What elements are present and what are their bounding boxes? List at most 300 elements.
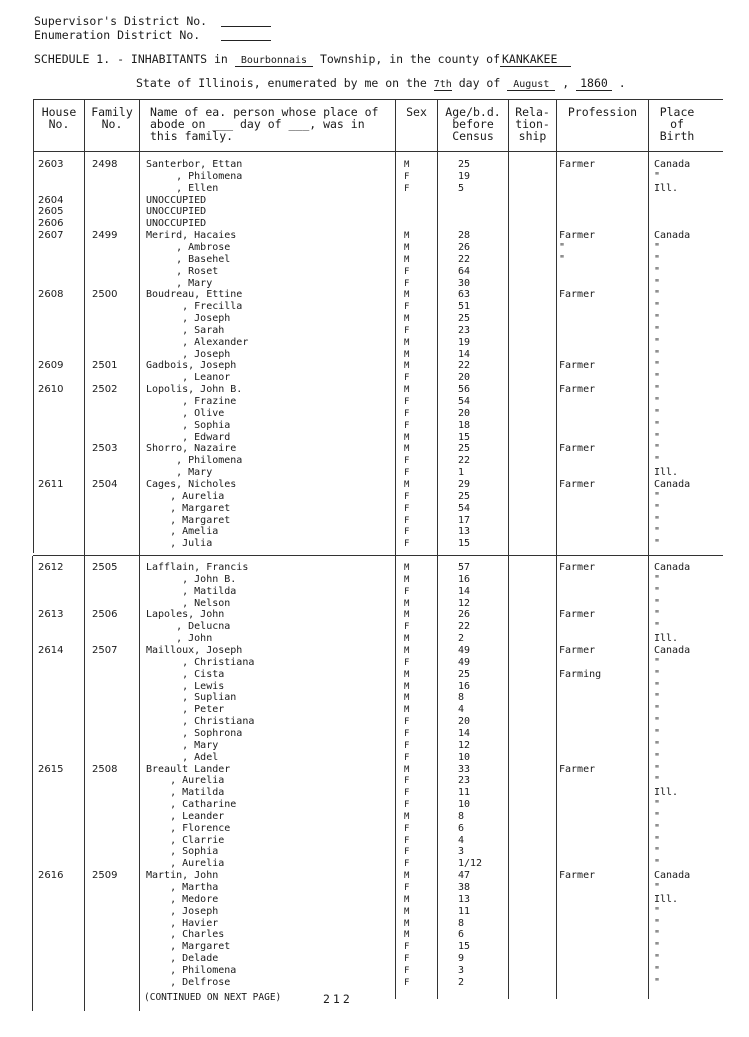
- person-name: , Joseph: [146, 313, 231, 324]
- profession-value: ": [559, 254, 566, 265]
- sex-value: M: [404, 705, 410, 715]
- age-value: 38: [458, 882, 471, 893]
- profession-value: Farming: [559, 669, 602, 680]
- table-row: [0, 443, 749, 455]
- family-number: 2503: [92, 443, 118, 454]
- sex-value: M: [404, 919, 410, 929]
- sex-value: F: [404, 539, 410, 549]
- house-number: 2606: [38, 218, 64, 229]
- age-value: 22: [458, 360, 471, 371]
- birthplace-value: ": [654, 692, 661, 703]
- profession-value: Farmer: [559, 609, 596, 620]
- table-row: [0, 645, 749, 657]
- birthplace-value: Canada: [654, 479, 691, 490]
- table-row: [0, 301, 749, 313]
- table-row: [0, 372, 749, 384]
- table-row: [0, 704, 749, 716]
- age-value: 54: [458, 396, 471, 407]
- profession-value: Farmer: [559, 384, 596, 395]
- sex-value: M: [404, 670, 410, 680]
- family-number: 2506: [92, 609, 118, 620]
- birthplace-value: ": [654, 752, 661, 763]
- person-name: Lopolis, John B.: [146, 384, 243, 395]
- person-name: , Lewis: [146, 681, 225, 692]
- table-row: [0, 823, 749, 835]
- table-row: [0, 716, 749, 728]
- age-value: 22: [458, 621, 471, 632]
- family-number: 2507: [92, 645, 118, 656]
- birthplace-value: ": [654, 598, 661, 609]
- table-row: [0, 384, 749, 396]
- age-value: 29: [458, 479, 471, 490]
- person-name: , Aurelia: [146, 491, 225, 502]
- age-value: 19: [458, 337, 471, 348]
- table-row: [0, 467, 749, 479]
- age-value: 13: [458, 526, 471, 537]
- table-row: [0, 657, 749, 669]
- sex-value: M: [404, 930, 410, 940]
- township-name: Bourbonnais: [235, 55, 313, 67]
- house-number: 2610: [38, 384, 64, 395]
- table-row: [0, 621, 749, 633]
- table-row: [0, 846, 749, 858]
- sex-value: M: [404, 610, 410, 620]
- supervisor-district-label: Supervisor's District No.: [34, 14, 208, 28]
- person-name: , Peter: [146, 704, 225, 715]
- sex-value: F: [404, 788, 410, 798]
- sex-value: F: [404, 421, 410, 431]
- age-value: 6: [458, 929, 465, 940]
- sex-value: F: [404, 279, 410, 289]
- sex-value: F: [404, 717, 410, 727]
- birthplace-value: ": [654, 681, 661, 692]
- birthplace-value: ": [654, 716, 661, 727]
- col-birth-header: Place of Birth: [659, 105, 695, 143]
- sex-value: M: [404, 682, 410, 692]
- birthplace-value: ": [654, 443, 661, 454]
- person-name: , Nelson: [146, 598, 231, 609]
- birthplace-value: ": [654, 823, 661, 834]
- person-name: , Leander: [146, 811, 225, 822]
- age-value: 3: [458, 965, 465, 976]
- sex-value: F: [404, 504, 410, 514]
- age-value: 4: [458, 835, 465, 846]
- birthplace-value: ": [654, 953, 661, 964]
- age-value: 2: [458, 977, 465, 988]
- person-name: Mailloux, Joseph: [146, 645, 243, 656]
- enumeration-month: August: [507, 79, 555, 91]
- person-name: , Frazine: [146, 396, 237, 407]
- table-row: [0, 218, 749, 230]
- sex-value: M: [404, 812, 410, 822]
- table-top-border: [33, 99, 723, 100]
- table-row: [0, 254, 749, 266]
- age-value: 16: [458, 681, 471, 692]
- sex-value: M: [404, 433, 410, 443]
- sex-value: F: [404, 753, 410, 763]
- table-row: [0, 491, 749, 503]
- birthplace-value: Ill.: [654, 894, 679, 905]
- birthplace-value: ": [654, 278, 661, 289]
- table-row: [0, 965, 749, 977]
- age-value: 56: [458, 384, 471, 395]
- age-value: 28: [458, 230, 471, 241]
- age-value: 25: [458, 313, 471, 324]
- table-row: [0, 977, 749, 989]
- person-name: , Sophia: [146, 420, 231, 431]
- table-row: [0, 538, 749, 550]
- person-name: , Leanor: [146, 372, 231, 383]
- person-name: , Julia: [146, 538, 213, 549]
- age-value: 9: [458, 953, 465, 964]
- person-name: , Ellen: [146, 183, 219, 194]
- age-value: 57: [458, 562, 471, 573]
- person-name: , Clarrie: [146, 835, 225, 846]
- table-row: [0, 574, 749, 586]
- person-name: , Basehel: [146, 254, 231, 265]
- sex-value: F: [404, 883, 410, 893]
- sex-value: F: [404, 824, 410, 834]
- section-break-line: [33, 555, 723, 556]
- sex-value: F: [404, 456, 410, 466]
- house-number: 2609: [38, 360, 64, 371]
- sex-value: F: [404, 658, 410, 668]
- profession-value: Farmer: [559, 289, 596, 300]
- table-row: [0, 360, 749, 372]
- schedule-line: [34, 52, 571, 66]
- person-name: , Christiana: [146, 657, 255, 668]
- person-name: Merird, Hacaies: [146, 230, 237, 241]
- page-number: 212: [323, 992, 353, 1006]
- person-name: , Medore: [146, 894, 219, 905]
- sex-value: M: [404, 350, 410, 360]
- person-name: Lapoles, John: [146, 609, 225, 620]
- age-value: 23: [458, 325, 471, 336]
- birthplace-value: ": [654, 491, 661, 502]
- birthplace-value: ": [654, 254, 661, 265]
- person-name: , Mary: [146, 278, 213, 289]
- person-name: , Adel: [146, 752, 219, 763]
- birthplace-value: ": [654, 906, 661, 917]
- sex-value: M: [404, 480, 410, 490]
- sex-value: M: [404, 646, 410, 656]
- age-value: 2: [458, 633, 465, 644]
- birthplace-value: ": [654, 538, 661, 549]
- age-value: 10: [458, 799, 471, 810]
- birthplace-value: ": [654, 882, 661, 893]
- table-row: [0, 420, 749, 432]
- profession-value: Farmer: [559, 159, 596, 170]
- person-name: UNOCCUPIED: [146, 218, 207, 229]
- birthplace-value: Canada: [654, 230, 691, 241]
- sex-value: F: [404, 847, 410, 857]
- birthplace-value: ": [654, 515, 661, 526]
- person-name: , Florence: [146, 823, 231, 834]
- age-value: 12: [458, 740, 471, 751]
- age-value: 11: [458, 787, 471, 798]
- sex-value: M: [404, 314, 410, 324]
- age-value: 25: [458, 443, 471, 454]
- table-row: [0, 609, 749, 621]
- age-value: 20: [458, 716, 471, 727]
- sex-value: M: [404, 693, 410, 703]
- day-of-label: day of: [458, 76, 501, 90]
- age-value: 14: [458, 586, 471, 597]
- sex-value: M: [404, 634, 410, 644]
- person-name: , Margaret: [146, 515, 231, 526]
- person-name: , Philomena: [146, 965, 237, 976]
- sex-value: M: [404, 385, 410, 395]
- profession-value: Farmer: [559, 360, 596, 371]
- person-name: , Roset: [146, 266, 219, 277]
- person-name: , John B.: [146, 574, 237, 585]
- sex-value: F: [404, 800, 410, 810]
- age-value: 51: [458, 301, 471, 312]
- sex-value: M: [404, 765, 410, 775]
- table-row: [0, 752, 749, 764]
- age-value: 22: [458, 254, 471, 265]
- table-row: [0, 906, 749, 918]
- person-name: Cages, Nicholes: [146, 479, 237, 490]
- person-name: , Olive: [146, 408, 225, 419]
- sex-value: F: [404, 978, 410, 988]
- sex-value: F: [404, 859, 410, 869]
- sex-value: M: [404, 255, 410, 265]
- age-value: 13: [458, 894, 471, 905]
- age-value: 25: [458, 491, 471, 502]
- table-row: [0, 396, 749, 408]
- sex-value: F: [404, 397, 410, 407]
- family-number: 2508: [92, 764, 118, 775]
- person-name: UNOCCUPIED: [146, 195, 207, 206]
- table-row: [0, 870, 749, 882]
- age-value: 14: [458, 349, 471, 360]
- birthplace-value: ": [654, 526, 661, 537]
- continued-note: (CONTINUED ON NEXT PAGE): [144, 992, 282, 1003]
- age-value: 16: [458, 574, 471, 585]
- house-number: 2612: [38, 562, 64, 573]
- age-value: 47: [458, 870, 471, 881]
- birthplace-value: ": [654, 455, 661, 466]
- birthplace-value: ": [654, 704, 661, 715]
- person-name: , Aurelia: [146, 858, 225, 869]
- birthplace-value: ": [654, 349, 661, 360]
- age-value: 23: [458, 775, 471, 786]
- sex-value: F: [404, 409, 410, 419]
- person-name: UNOCCUPIED: [146, 206, 207, 217]
- table-row: [0, 408, 749, 420]
- birthplace-value: ": [654, 965, 661, 976]
- person-name: , Sophrona: [146, 728, 243, 739]
- schedule-prefix: SCHEDULE 1. - INHABITANTS in: [34, 52, 228, 66]
- table-row: [0, 669, 749, 681]
- sex-value: M: [404, 563, 410, 573]
- table-row: [0, 455, 749, 467]
- township-suffix: Township, in the county of: [319, 52, 500, 66]
- age-value: 12: [458, 598, 471, 609]
- person-name: , Havier: [146, 918, 219, 929]
- birthplace-value: Ill.: [654, 787, 679, 798]
- person-name: , Amelia: [146, 526, 219, 537]
- col-name-header: Name of ea. person whose place of abode on ___ day of ___, was in this family.: [150, 105, 379, 143]
- sex-value: F: [404, 776, 410, 786]
- age-value: 8: [458, 811, 465, 822]
- table-row: [0, 206, 749, 218]
- birthplace-value: Canada: [654, 562, 691, 573]
- person-name: , Joseph: [146, 906, 219, 917]
- sex-value: M: [404, 599, 410, 609]
- family-number: 2509: [92, 870, 118, 881]
- sex-value: F: [404, 326, 410, 336]
- table-row: [0, 325, 749, 337]
- table-row: [0, 526, 749, 538]
- birthplace-value: ": [654, 941, 661, 952]
- table-row: [0, 882, 749, 894]
- sex-value: M: [404, 160, 410, 170]
- age-value: 11: [458, 906, 471, 917]
- age-value: 4: [458, 704, 465, 715]
- birthplace-value: ": [654, 621, 661, 632]
- age-value: 30: [458, 278, 471, 289]
- house-number: 2611: [38, 479, 64, 490]
- family-number: 2502: [92, 384, 118, 395]
- birthplace-value: ": [654, 337, 661, 348]
- person-name: , Sarah: [146, 325, 225, 336]
- sex-value: M: [404, 361, 410, 371]
- person-name: , Aurelia: [146, 775, 225, 786]
- birthplace-value: ": [654, 313, 661, 324]
- family-number: 2501: [92, 360, 118, 371]
- person-name: , Philomena: [146, 455, 243, 466]
- person-name: , Suplian: [146, 692, 237, 703]
- age-value: 15: [458, 941, 471, 952]
- table-row: [0, 858, 749, 870]
- family-number: 2504: [92, 479, 118, 490]
- birthplace-value: ": [654, 835, 661, 846]
- sex-value: F: [404, 516, 410, 526]
- sex-value: F: [404, 741, 410, 751]
- house-number: 2608: [38, 289, 64, 300]
- table-row: [0, 740, 749, 752]
- birthplace-value: ": [654, 977, 661, 988]
- age-value: 8: [458, 918, 465, 929]
- header-bottom-border: [33, 151, 723, 152]
- table-row: [0, 266, 749, 278]
- family-number: 2499: [92, 230, 118, 241]
- birthplace-value: ": [654, 396, 661, 407]
- age-value: 20: [458, 372, 471, 383]
- birthplace-value: Canada: [654, 159, 691, 170]
- table-row: [0, 313, 749, 325]
- age-value: 10: [458, 752, 471, 763]
- house-number: 2613: [38, 609, 64, 620]
- table-row: [0, 586, 749, 598]
- sex-value: F: [404, 966, 410, 976]
- person-name: , Sophia: [146, 846, 219, 857]
- age-value: 18: [458, 420, 471, 431]
- birthplace-value: ": [654, 929, 661, 940]
- birthplace-value: ": [654, 384, 661, 395]
- table-row: [0, 929, 749, 941]
- profession-value: Farmer: [559, 230, 596, 241]
- age-value: 54: [458, 503, 471, 514]
- birthplace-value: ": [654, 301, 661, 312]
- sex-value: F: [404, 267, 410, 277]
- table-row: [0, 503, 749, 515]
- birthplace-value: ": [654, 372, 661, 383]
- birthplace-value: ": [654, 266, 661, 277]
- table-row: [0, 941, 749, 953]
- sex-value: M: [404, 575, 410, 585]
- birthplace-value: Canada: [654, 645, 691, 656]
- table-row: [0, 728, 749, 740]
- birthplace-value: ": [654, 775, 661, 786]
- table-row: [0, 775, 749, 787]
- profession-value: Farmer: [559, 443, 596, 454]
- table-row: [0, 337, 749, 349]
- age-value: 15: [458, 538, 471, 549]
- birthplace-value: Canada: [654, 870, 691, 881]
- sex-value: M: [404, 243, 410, 253]
- house-number: 2605: [38, 206, 64, 217]
- birthplace-value: ": [654, 360, 661, 371]
- table-row: [0, 289, 749, 301]
- age-value: 15: [458, 432, 471, 443]
- birthplace-value: ": [654, 846, 661, 857]
- col-age-header: Age/b.d. before Census: [445, 105, 501, 143]
- col-sex-header: Sex: [406, 105, 427, 119]
- state-line: State of Illinois, enumerated by me on the 7th day of August , 1860 .: [136, 76, 626, 90]
- table-row: [0, 799, 749, 811]
- birthplace-value: ": [654, 669, 661, 680]
- col-family-header: Family No.: [91, 105, 133, 131]
- person-name: , Margaret: [146, 941, 231, 952]
- age-value: 64: [458, 266, 471, 277]
- person-name: , John: [146, 633, 213, 644]
- person-name: , Catharine: [146, 799, 237, 810]
- person-name: , Margaret: [146, 503, 231, 514]
- person-name: , Delfrose: [146, 977, 231, 988]
- birthplace-value: ": [654, 799, 661, 810]
- age-value: 49: [458, 645, 471, 656]
- table-row: [0, 183, 749, 195]
- person-name: Gadbois, Joseph: [146, 360, 237, 371]
- family-number: 2498: [92, 159, 118, 170]
- age-value: 33: [458, 764, 471, 775]
- person-name: , Edward: [146, 432, 231, 443]
- person-name: , Martha: [146, 882, 219, 893]
- age-value: 17: [458, 515, 471, 526]
- person-name: Shorro, Nazaire: [146, 443, 237, 454]
- enumeration-district-blank: [221, 28, 271, 41]
- person-name: , Matilda: [146, 787, 225, 798]
- enumeration-district-label: Enumeration District No.: [34, 28, 201, 42]
- birthplace-value: ": [654, 408, 661, 419]
- age-value: 49: [458, 657, 471, 668]
- sex-value: F: [404, 527, 410, 537]
- age-value: 5: [458, 183, 465, 194]
- age-value: 25: [458, 159, 471, 170]
- house-number: 2616: [38, 870, 64, 881]
- table-row: [0, 811, 749, 823]
- birthplace-value: ": [654, 609, 661, 620]
- person-name: , Mary: [146, 467, 213, 478]
- person-name: , Ambrose: [146, 242, 231, 253]
- state-prefix: State of Illinois, enumerated by me on the: [136, 76, 427, 90]
- sex-value: F: [404, 302, 410, 312]
- sex-value: F: [404, 373, 410, 383]
- age-value: 26: [458, 609, 471, 620]
